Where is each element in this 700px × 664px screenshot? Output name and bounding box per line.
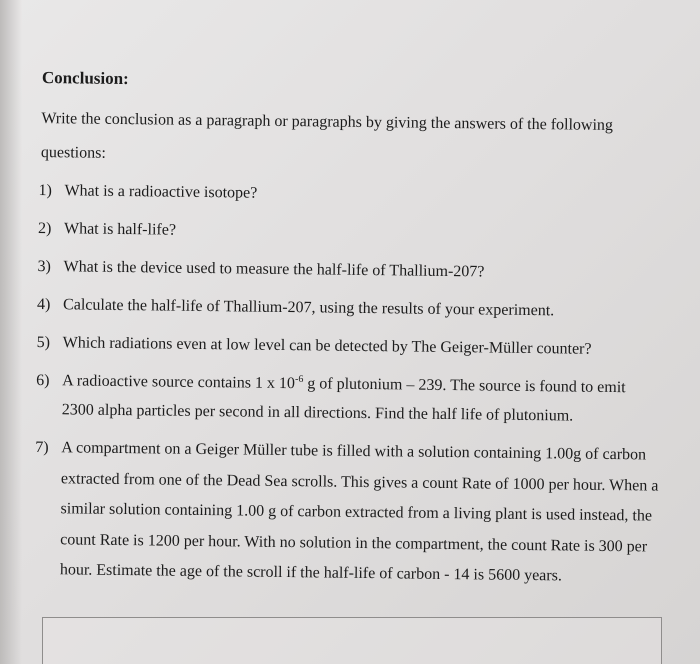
question-number: 1) (38, 181, 52, 200)
intro-paragraph: Write the conclusion as a paragraph or paragraphs by giving the answers of the following questions: (40, 110, 614, 162)
question-text: What is half-life? (63, 220, 177, 239)
question-number: 5) (36, 333, 51, 352)
question-text-part: A radioactive source contains 1 x 10 (62, 372, 296, 393)
question-item (36, 328, 652, 365)
question-item (37, 252, 653, 289)
question-number: 2) (37, 219, 52, 238)
question-text-part: g of plutonium – 239. The source is found to emit 2300 alpha particles per second in all directions. Find the half life of plutonium. (61, 375, 626, 425)
question-text: A compartment on a Geiger Müller tube is filled with a solution containing 1.00g of carbon extracted from one of the Dead Sea scrolls. This gives a count Rate of 1000 per hour. When a similar solution containing 1.00 g of carbon extracted from a living plant is used instead, the count Rate is 1200 per hour. With no solution in the compartment, the count Rate is 300 per hour. Estimate the age of the scroll if the half-life of carbon - 14 is 5600 years. (59, 439, 659, 585)
question-number: 3) (37, 257, 52, 276)
question-number: 7) (35, 438, 49, 457)
question-number: 4) (37, 295, 51, 314)
question-item (38, 176, 654, 213)
question-item (37, 290, 653, 327)
question-text: Which radiations even at low level can be detected by The Geiger-Müller counter? (62, 334, 592, 358)
question-item (34, 433, 662, 593)
section-heading: Conclusion: (41, 68, 129, 89)
question-item (38, 214, 654, 251)
question-text: Calculate the half-life of Thallium-207, using the results of your experiment. (63, 296, 555, 320)
question-text: What is a radioactive isotope? (64, 182, 258, 202)
question-text (62, 366, 653, 431)
exponent: -6 (294, 373, 304, 385)
question-text: What is the device used to measure the half-life of Thallium-207? (63, 258, 485, 281)
conclusion-section (34, 68, 670, 602)
answer-box[interactable] (42, 617, 662, 664)
question-number: 6) (36, 371, 50, 390)
question-item (36, 366, 653, 432)
page-shadow (0, 0, 22, 664)
